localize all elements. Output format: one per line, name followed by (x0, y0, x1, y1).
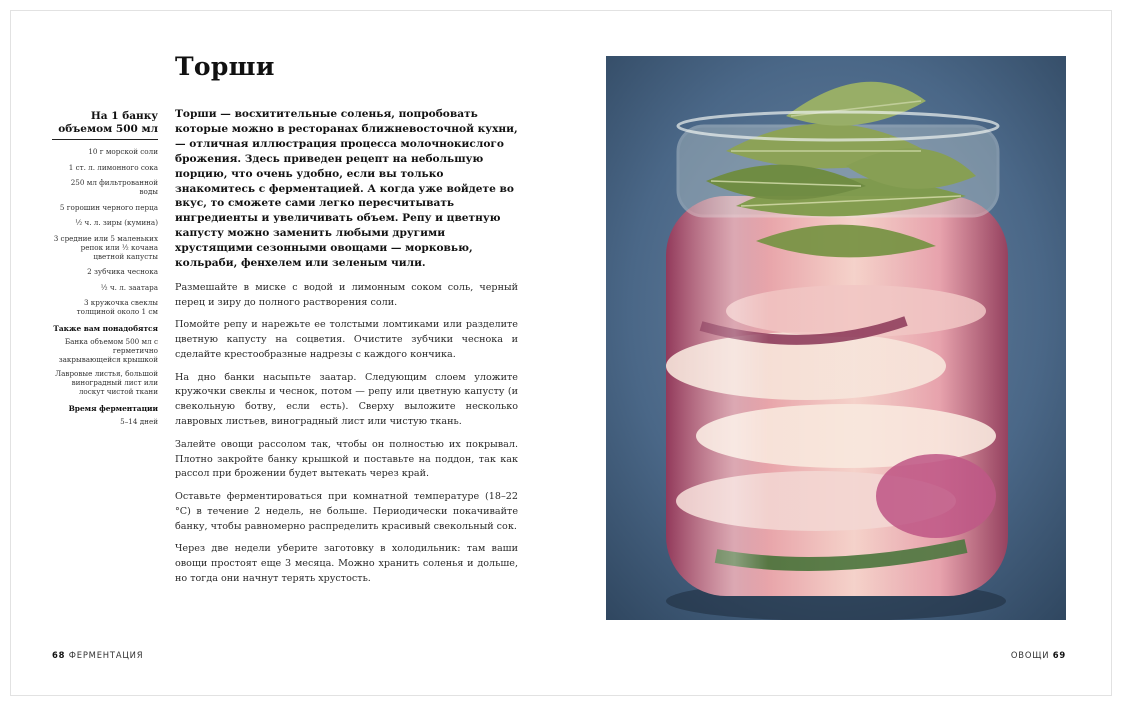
ingredient-item: 3 кружочка свеклы толщиной около 1 см (76, 298, 158, 316)
ingredient-item: 2 зубчика чеснока (87, 267, 158, 276)
ingredient-item: 5 горошин черного перца (59, 202, 158, 212)
equipment-item: Банка объемом 500 мл с герметично закрывающейся крышкой (58, 337, 158, 364)
recipe-step: Залейте овощи рассолом так, чтобы он полностью их покрывал. Плотно закройте банку крышкой и поставьте на поддон, так как рассол при брожении будет вытекать через край. (175, 438, 518, 480)
recipe-step: На дно банки насыпьте заатар. Следующим слоем уложите кружочки свеклы и чеснок, потом — репу или цветную капусту (и свекольную ботву, если есть). Сверху выложите несколько лавровых листьев, виноградный лист или чистую ткань. (175, 371, 518, 428)
equipment-item: Лавровые листья, большой виноградный лист или лоскут чистой ткани (55, 369, 158, 396)
equipment-heading: Также вам понадобятся (53, 324, 158, 333)
servings-heading-line2: объемом 500 мл (58, 123, 158, 135)
recipe-step: Оставьте ферментироваться при комнатной температуре (18–22 °C) в течение 2 недель, не больше. Периодически покачивайте банку, чтобы равномерно распределить красивый свекольный сок. (175, 490, 518, 532)
recipe-step: Через две недели уберите заготовку в холодильник: там ваши овощи простоят еще 3 месяца. Можно хранить соленья и дольше, но тогда они начнут терять хрустость. (175, 543, 518, 584)
ingredient-item: 1 ст. л. лимонного сока (68, 162, 158, 172)
page-number-left: 68 (52, 650, 66, 660)
pickle-jar-illustration (606, 56, 1066, 620)
recipe-intro: Торши — восхитительные соленья, попробовать которые можно в ресторанах ближневосточной кухни, — отличная иллюстрация процесса молочнокислого брожения. Здесь приведен рецепт на небольшую порцию, что очень удобно, если вы только знакомитесь с ферментацией. А когда уже войдете во вкус, то сможете сами легко пересчитывать ингредиенты и увеличивать объем. Репу и цветную капусту можно заменить любыми другими хрустящими сезонными овощами — морковью, кольраби, фенхелем или зеленым чили. (175, 108, 518, 270)
section-name-right: ОВОЩИ (1010, 650, 1050, 660)
recipe-title: Торши (175, 52, 275, 81)
recipe-step: Размешайте в миске с водой и лимонным соком соль, черный перец и зиру до полного растворения соли. (175, 281, 518, 308)
pickle-jar-photo (606, 56, 1066, 620)
fermentation-time-value: 5–14 дней (120, 417, 158, 426)
recipe-step: Помойте репу и нарежьте ее толстыми ломтиками или разделите цветную капусту на соцветия. Очистите зубчики чеснока и сделайте крестообразные надрезы с каждого кончика. (175, 319, 518, 361)
servings-heading-line1: На 1 банку (90, 110, 158, 122)
ingredient-item: 10 г морской соли (88, 147, 158, 156)
page-footer-left (52, 650, 143, 660)
page-number-right: 69 (1052, 650, 1066, 660)
ingredient-item: ½ ч. л. заатара (100, 282, 158, 292)
section-name-left: ФЕРМЕНТАЦИЯ (68, 650, 144, 660)
page-footer-right (1011, 650, 1066, 660)
ingredients-sidebar (52, 110, 158, 431)
recipe-body (175, 107, 518, 594)
ingredient-item: 250 мл фильтрованной воды (70, 178, 158, 196)
fermentation-time-heading: Время ферментации (68, 404, 158, 413)
ingredient-item: 3 средние или 5 маленьких репок или ½ кочана цветной капусты (53, 233, 158, 261)
servings-heading (52, 110, 158, 140)
ingredient-item: ½ ч. л. зиры (кумина) (75, 218, 158, 227)
